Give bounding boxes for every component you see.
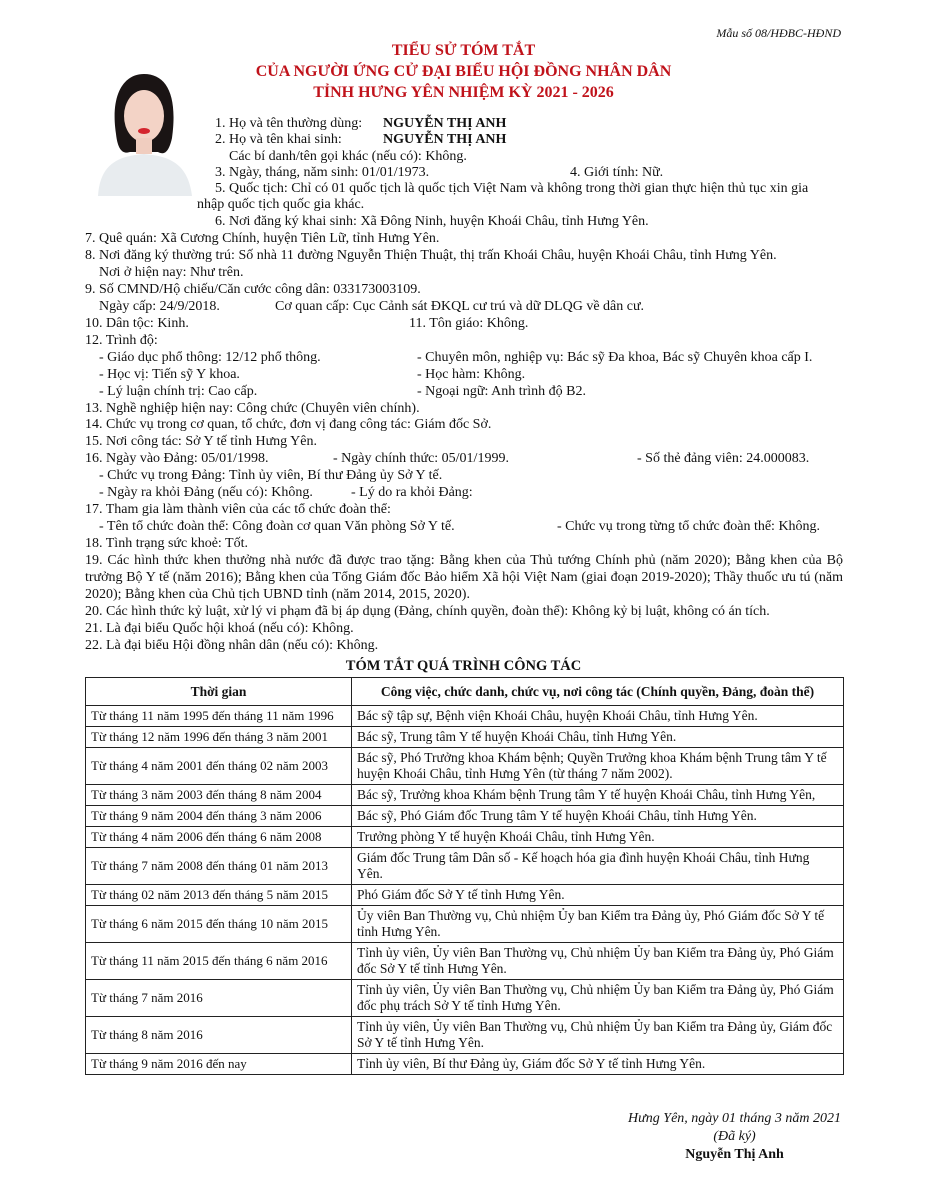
- table-row: [86, 806, 844, 827]
- work-history-title: TÓM TẮT QUÁ TRÌNH CÔNG TÁC: [345, 658, 582, 674]
- nationality: 5. Quốc tịch: Chỉ có 01 quốc tịch là quốc tịch Việt Nam và không trong thời gian thực hiện thủ tục xin gia: [215, 181, 809, 197]
- column-header-time: Thời gian: [86, 678, 352, 706]
- birth-name-label: 2. Họ và tên khai sinh:: [215, 132, 342, 148]
- organization-position: - Chức vụ trong từng tổ chức đoàn thể: Không.: [557, 519, 821, 535]
- doc-title: TIỂU SỬ TÓM TẮT: [391, 42, 536, 59]
- degree: - Học vị: Tiến sỹ Y khoa.: [99, 366, 240, 382]
- id-issuer: Cơ quan cấp: Cục Cảnh sát ĐKQL cư trú và dữ DLQG về dân cư.: [275, 298, 645, 314]
- cell-role: Tỉnh ủy viên, Bí thư Đảng ủy, Giám đốc Sở Y tế tỉnh Hưng Yên.: [352, 1054, 844, 1075]
- table-row: [86, 785, 844, 806]
- party-card-number: - Số thẻ đảng viên: 24.000083.: [637, 451, 810, 467]
- cell-role: Bác sỹ, Trưởng khoa Khám bệnh Trung tâm Y tế huyện Khoái Châu, tỉnh Hưng Yên,: [352, 785, 844, 806]
- birth-name-value: NGUYỄN THỊ ANH: [383, 132, 507, 148]
- cell-role: Bác sỹ tập sự, Bệnh viện Khoái Châu, huyện Khoái Châu, tỉnh Hưng Yên.: [352, 706, 844, 727]
- gender: 4. Giới tính: Nữ.: [570, 164, 664, 180]
- national-assembly-delegate: 21. Là đại biểu Quốc hội khoá (nếu có): Không.: [85, 620, 354, 636]
- cell-role: Bác sỹ, Trung tâm Y tế huyện Khoái Châu, tỉnh Hưng Yên.: [352, 727, 844, 748]
- portrait-photo: [88, 64, 200, 196]
- table-row: [86, 748, 844, 785]
- id-issue-date: Ngày cấp: 24/9/2018.: [99, 298, 220, 314]
- table-row: [86, 848, 844, 885]
- party-position: - Chức vụ trong Đảng: Tỉnh ủy viên, Bí thư Đảng ủy Sở Y tế.: [99, 468, 443, 484]
- signature-block: [628, 1110, 841, 1164]
- nationality-cont: nhập quốc tịch quốc gia khác.: [197, 197, 365, 213]
- cell-time: Từ tháng 7 năm 2008 đến tháng 01 năm 2013: [86, 848, 352, 885]
- biography-body: [85, 231, 843, 655]
- common-name-value: NGUYỄN THỊ ANH: [383, 116, 507, 131]
- position: 14. Chức vụ trong cơ quan, tổ chức, đơn vị đang công tác: Giám đốc Sở.: [85, 417, 492, 433]
- cell-role: Bác sỹ, Phó Giám đốc Trung tâm Y tế huyện Khoái Châu, tỉnh Hưng Yên.: [352, 806, 844, 827]
- signer-name: Nguyễn Thị Anh: [685, 1147, 784, 1162]
- cell-role: Tỉnh ủy viên, Ủy viên Ban Thường vụ, Chủ nhiệm Ủy ban Kiểm tra Đảng ủy, Phó Giám đốc Sở Y tế tỉnh Hưng Yên.: [352, 943, 844, 980]
- personal-info: [197, 116, 845, 230]
- doc-subtitle: CỦA NGƯỜI ỨNG CỬ ĐẠI BIỂU HỘI ĐỒNG NHÂN DÂN: [255, 63, 672, 80]
- id-number: 9. Số CMND/Hộ chiếu/Căn cước công dân: 033173003109.: [85, 281, 421, 297]
- cell-time: Từ tháng 12 năm 1996 đến tháng 3 năm 2001: [86, 727, 352, 748]
- table-row: [86, 727, 844, 748]
- education-heading: 12. Trình độ:: [85, 332, 158, 348]
- religion: 11. Tôn giáo: Không.: [409, 315, 529, 331]
- table-row: [86, 1054, 844, 1075]
- cell-time: Từ tháng 02 năm 2013 đến tháng 5 năm 2015: [86, 885, 352, 906]
- table-row: [86, 885, 844, 906]
- general-education: - Giáo dục phổ thông: 12/12 phổ thông.: [99, 349, 321, 365]
- cell-role: Tỉnh ủy viên, Ủy viên Ban Thường vụ, Chủ nhiệm Ủy ban Kiểm tra Đảng ủy, Giám đốc Sở Y tế tỉnh Hưng Yên.: [352, 1017, 844, 1054]
- cell-role: Phó Giám đốc Sở Y tế tỉnh Hưng Yên.: [352, 885, 844, 906]
- cell-time: Từ tháng 7 năm 2016: [86, 980, 352, 1017]
- cell-time: Từ tháng 8 năm 2016: [86, 1017, 352, 1054]
- organization-name: - Tên tổ chức đoàn thể: Công đoàn cơ quan Văn phòng Sở Y tế.: [99, 519, 455, 535]
- table-row: [86, 706, 844, 727]
- cell-time: Từ tháng 6 năm 2015 đến tháng 10 năm 2015: [86, 906, 352, 943]
- party-official-date: - Ngày chính thức: 05/01/1999.: [333, 451, 509, 467]
- table-row: [86, 906, 844, 943]
- work-history-table: [85, 677, 844, 1075]
- cell-time: Từ tháng 9 năm 2016 đến nay: [86, 1054, 352, 1075]
- workplace: 15. Nơi công tác: Sở Y tế tỉnh Hưng Yên.: [85, 434, 317, 450]
- political-theory: - Lý luận chính trị: Cao cấp.: [99, 383, 258, 399]
- party-leave-reason: - Lý do ra khỏi Đảng:: [351, 485, 473, 501]
- doc-subtitle-term: TỈNH HƯNG YÊN NHIỆM KỲ 2021 - 2026: [313, 84, 614, 101]
- place-date: Hưng Yên, ngày 01 tháng 3 năm 2021: [628, 1111, 841, 1126]
- specialty: - Chuyên môn, nghiệp vụ: Bác sỹ Đa khoa, Bác sỹ Chuyên khoa cấp I.: [417, 349, 813, 365]
- cell-time: Từ tháng 4 năm 2006 đến tháng 6 năm 2008: [86, 827, 352, 848]
- cell-time: Từ tháng 9 năm 2004 đến tháng 3 năm 2006: [86, 806, 352, 827]
- cell-role: Giám đốc Trung tâm Dân số - Kế hoạch hóa gia đình huyện Khoái Châu, tỉnh Hưng Yên.: [352, 848, 844, 885]
- cell-time: Từ tháng 11 năm 1995 đến tháng 11 năm 1996: [86, 706, 352, 727]
- current-residence: Nơi ở hiện nay: Như trên.: [99, 264, 244, 280]
- party-join-date: 16. Ngày vào Đảng: 05/01/1998.: [85, 451, 269, 467]
- cell-time: Từ tháng 11 năm 2015 đến tháng 6 năm 2016: [86, 943, 352, 980]
- council-delegate: 22. Là đại biểu Hội đồng nhân dân (nếu có): Không.: [85, 637, 379, 653]
- table-row: [86, 980, 844, 1017]
- signed-note: (Đã ký): [713, 1129, 756, 1144]
- discipline: 20. Các hình thức kỷ luật, xử lý vi phạm đã bị áp dụng (Đảng, chính quyền, đoàn thể): Không kỷ bị luật, không có án tích.: [85, 603, 770, 619]
- birthplace: 6. Nơi đăng ký khai sinh: Xã Đông Ninh, huyện Khoái Châu, tỉnh Hưng Yên.: [215, 213, 649, 229]
- health-status: 18. Tình trạng sức khoẻ: Tốt.: [85, 536, 248, 552]
- awards: 19. Các hình thức khen thưởng nhà nước đã được trao tặng: Bằng khen của Thủ tướng Chính phủ (năm 2020); Bằng khen của Bộ trưởng Bộ Y tế (năm 2016); Bằng khen của Tổng Giám đốc Bảo hiểm Xã hội Việt Nam (giai đoạn 2019-2020); Thầy thuốc ưu tú (năm 2020); Bằng khen của Chủ tịch UBND tỉnh (năm 2014, 2015, 2020).: [85, 553, 843, 603]
- cell-role: Ủy viên Ban Thường vụ, Chủ nhiệm Ủy ban Kiểm tra Đảng ủy, Phó Giám đốc Sở Y tế tỉnh Hưng Yên.: [352, 906, 844, 943]
- form-number: Mẫu số 08/HĐBC-HĐND: [716, 26, 841, 40]
- hometown: 7. Quê quán: Xã Cương Chính, huyện Tiên Lữ, tỉnh Hưng Yên.: [85, 231, 440, 246]
- academic-title: - Học hàm: Không.: [417, 366, 526, 382]
- table-row: [86, 827, 844, 848]
- column-header-role: Công việc, chức danh, chức vụ, nơi công tác (Chính quyền, Đảng, đoàn thể): [352, 678, 844, 706]
- cell-role: Tỉnh ủy viên, Ủy viên Ban Thường vụ, Chủ nhiệm Ủy ban Kiểm tra Đảng ủy, Phó Giám đốc phụ trách Sở Y tế tỉnh Hưng Yên.: [352, 980, 844, 1017]
- party-leave-date: - Ngày ra khỏi Đảng (nếu có): Không.: [99, 485, 313, 501]
- table-row: [86, 1017, 844, 1054]
- permanent-residence: 8. Nơi đăng ký thường trú: Số nhà 11 đường Nguyễn Thiện Thuật, thị trấn Khoái Châu, huyện Khoái Châu, tỉnh Hưng Yên.: [85, 247, 777, 263]
- common-name-label: 1. Họ và tên thường dùng:: [215, 116, 363, 131]
- table-row: [86, 943, 844, 980]
- occupation: 13. Nghề nghiệp hiện nay: Công chức (Chuyên viên chính).: [85, 400, 420, 416]
- date-of-birth: 3. Ngày, tháng, năm sinh: 01/01/1973.: [215, 164, 430, 180]
- alias: Các bí danh/tên gọi khác (nếu có): Không.: [229, 148, 467, 164]
- cell-time: Từ tháng 4 năm 2001 đến tháng 02 năm 2003: [86, 748, 352, 785]
- foreign-language: - Ngoại ngữ: Anh trình độ B2.: [417, 383, 586, 399]
- organizations-heading: 17. Tham gia làm thành viên của các tổ chức đoàn thể:: [85, 502, 391, 518]
- cell-role: Trưởng phòng Y tế huyện Khoái Châu, tỉnh Hưng Yên.: [352, 827, 844, 848]
- cell-role: Bác sỹ, Phó Trưởng khoa Khám bệnh; Quyền Trưởng khoa Khám bệnh Trung tâm Y tế huyện Khoái Châu, tỉnh Hưng Yên (từ tháng 7 năm 2002).: [352, 748, 844, 785]
- ethnicity: 10. Dân tộc: Kinh.: [85, 315, 189, 331]
- cell-time: Từ tháng 3 năm 2003 đến tháng 8 năm 2004: [86, 785, 352, 806]
